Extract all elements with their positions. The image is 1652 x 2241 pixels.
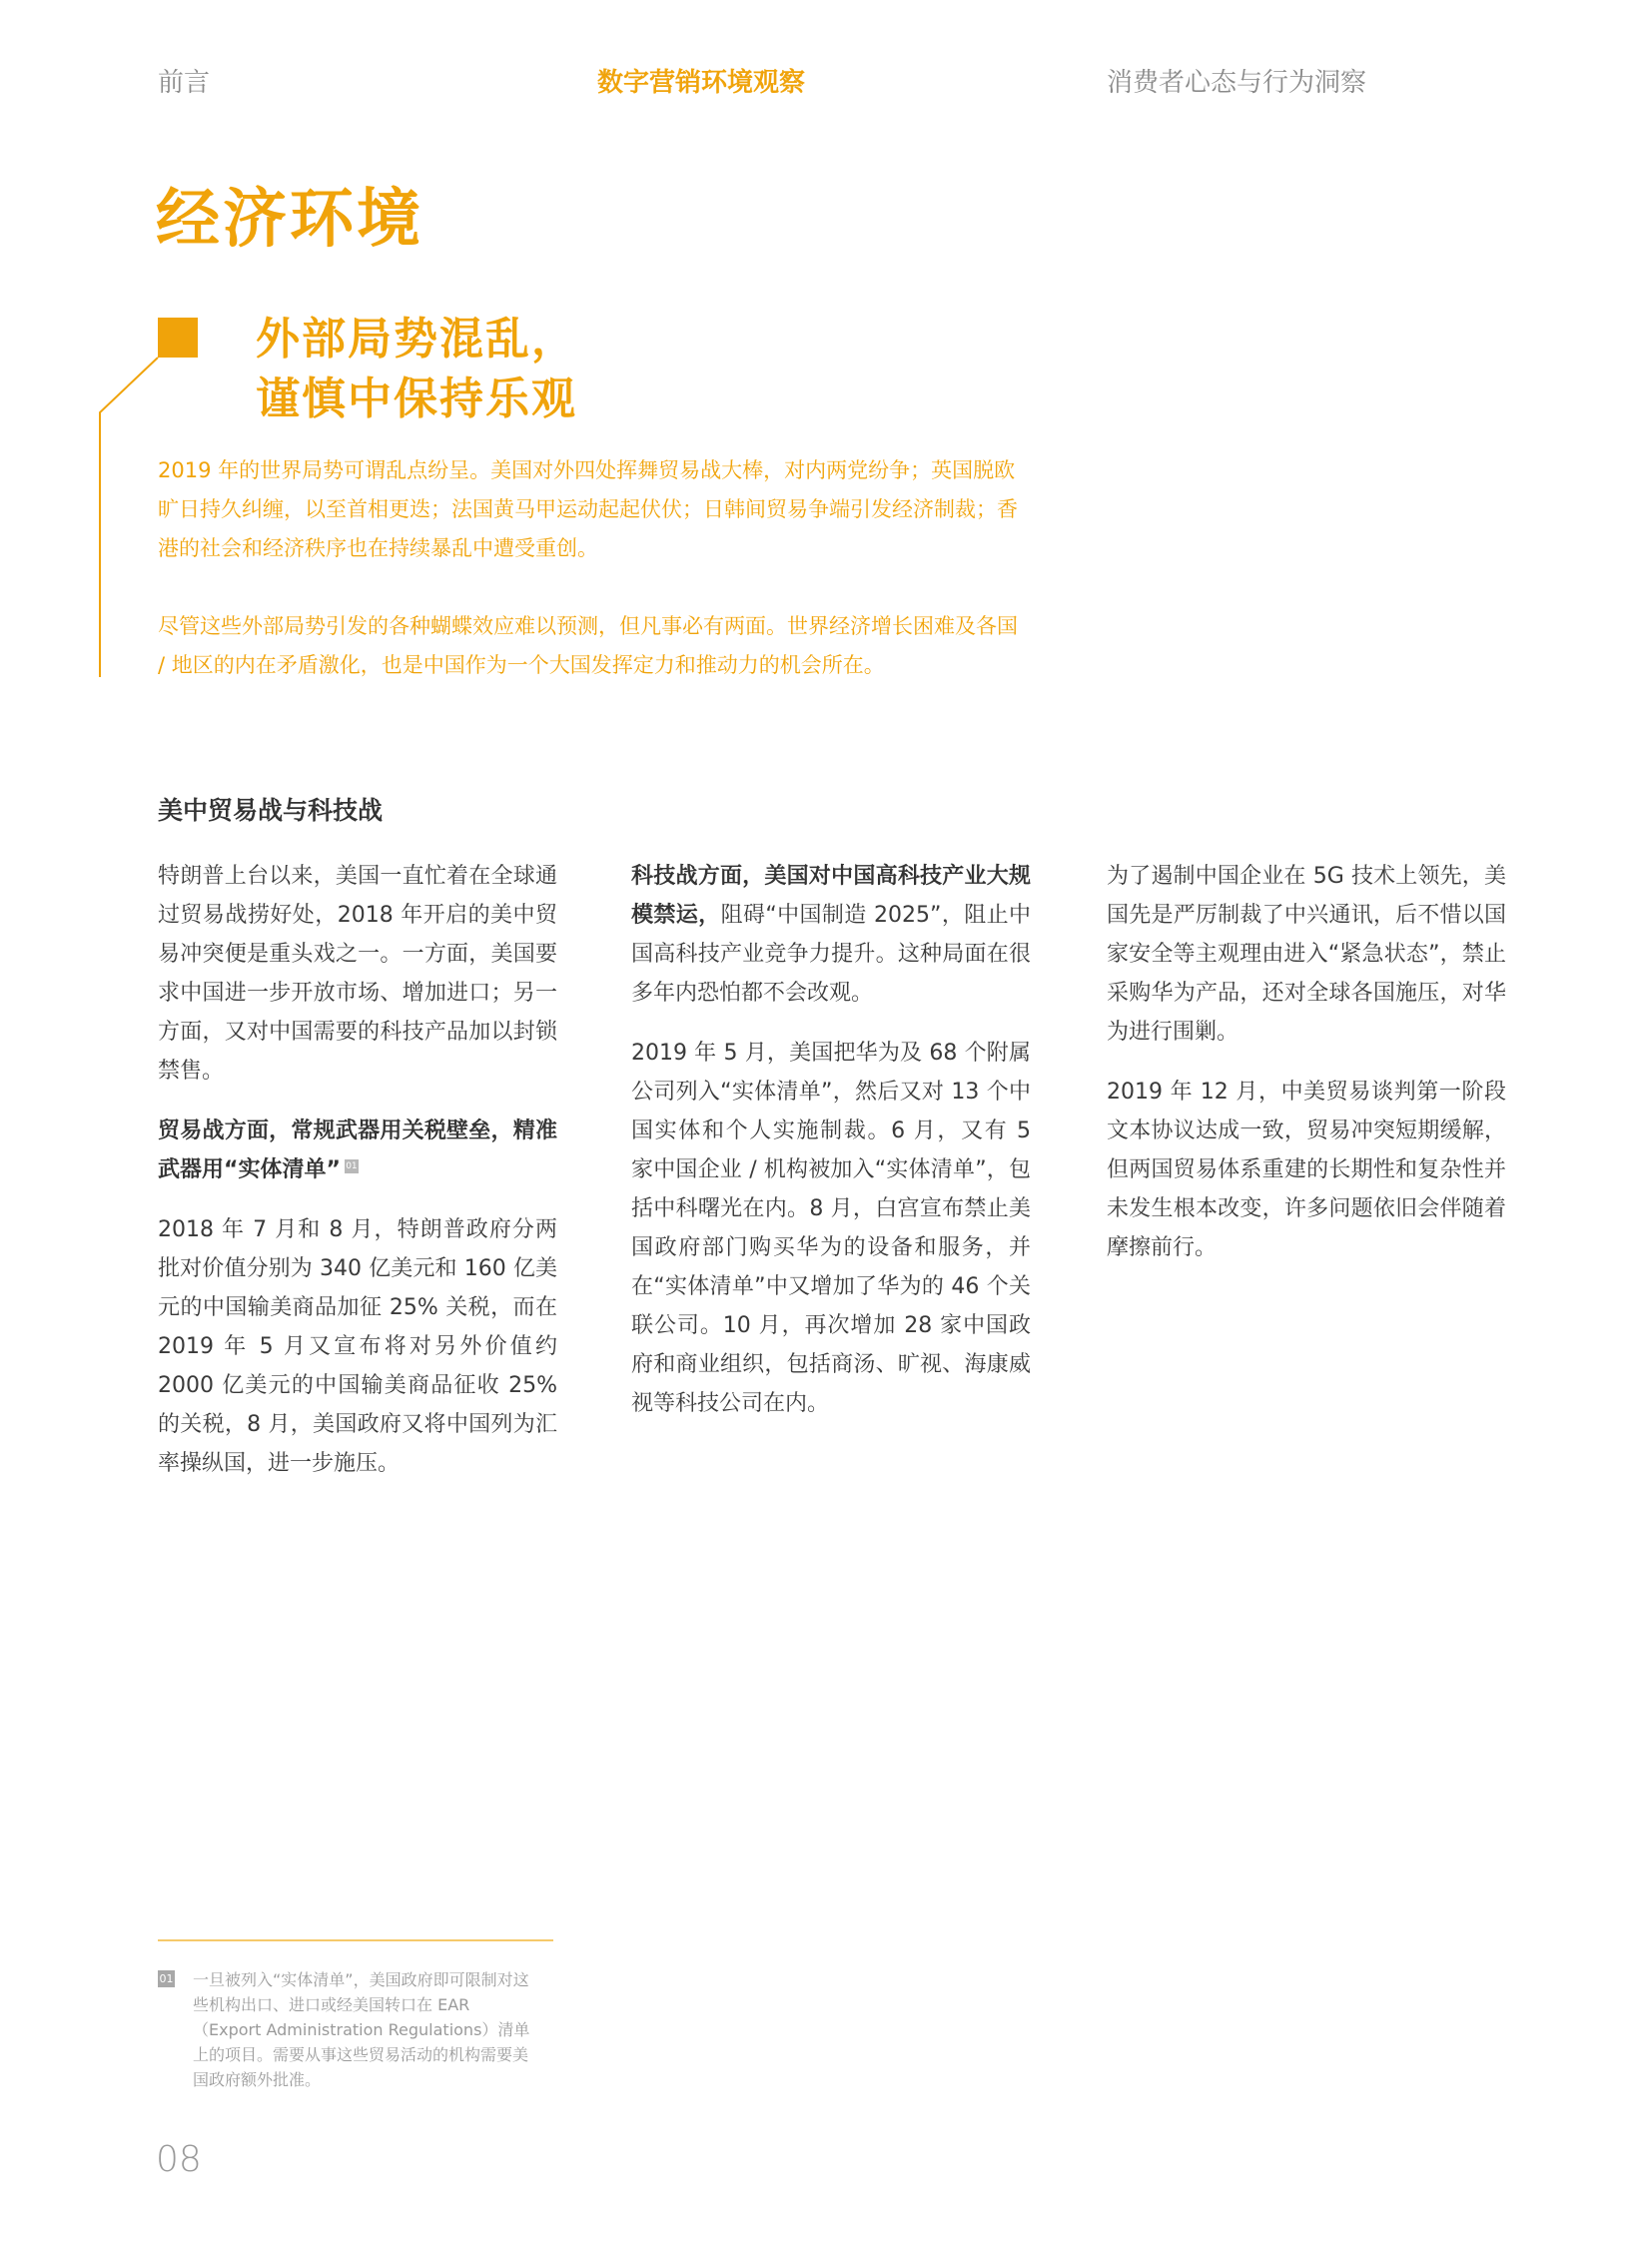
text-column-3 bbox=[1107, 857, 1506, 1288]
col1-bold-text: 贸易战方面，常规武器用关税壁垒，精准武器用“实体清单” bbox=[158, 1119, 557, 1182]
col2-lead-rest: 阻碍“中国制造 2025”，阻止中国高科技产业竞争力提升。这种局面在很多年内恐怕都不会改观。 bbox=[631, 903, 1031, 1006]
col3-paragraph-2: 2019 年 12 月，中美贸易谈判第一阶段文本协议达成一致，贸易冲突短期缓解，但两国贸易体系重建的长期性和复杂性并未发生根本改变，许多问题依旧会伴随着摩擦前行。 bbox=[1107, 1080, 1506, 1260]
accent-square-icon bbox=[158, 318, 198, 358]
intro-paragraph-2: 尽管这些外部局势引发的各种蝴蝶效应难以预测，但凡事必有两面。世界经济增长困难及各国 / 地区的内在矛盾激化，也是中国作为一个大国发挥定力和推动力的机会所在。 bbox=[158, 614, 1018, 677]
text-column-1 bbox=[158, 857, 557, 1504]
col2-paragraph-2: 2019 年 5 月，美国把华为及 68 个附属公司列入“实体清单”，然后又对 13 个中国实体和个人实施制裁。6 月，又有 5 家中国企业 / 机构被加入“实体清单”，包括中科曙光在内。8 月，白宫宣布禁止美国政府部门购买华为的设备和服务，并在“实体清单”中又增加了华为的 46 个关联公司。10 月，再次增加 28 家中国政府和商业组织，包括商汤、旷视、海康威视等科技公司在内。 bbox=[631, 1041, 1031, 1416]
footnote-ref-badge[interactable]: 01 bbox=[346, 1160, 358, 1171]
page-title: 经济环境 bbox=[156, 183, 423, 257]
footnote bbox=[158, 1967, 557, 2092]
text-column-2 bbox=[631, 857, 1031, 1444]
intro-paragraph-1: 2019 年的世界局势可谓乱点纷呈。美国对外四处挥舞贸易战大棒，对内两党纷争；英国脱欧旷日持久纠缠，以至首相更迭；法国黄马甲运动起起伏伏；日韩间贸易争端引发经济制裁；香港的社会和经济秩序也在持续暴乱中遭受重创。 bbox=[158, 458, 1018, 560]
footnote-divider bbox=[158, 1939, 553, 1941]
footnote-number-badge: 01 bbox=[159, 1972, 174, 1985]
section-heading: 美中贸易战与科技战 bbox=[158, 796, 384, 825]
section-subtitle bbox=[256, 310, 577, 429]
subtitle-line-2: 谨慎中保持乐观 bbox=[256, 374, 577, 424]
page-number: 08 bbox=[156, 2139, 202, 2180]
subtitle-line-1: 外部局势混乱， bbox=[256, 314, 577, 365]
nav-tab-consumer-insight[interactable]: 消费者心态与行为洞察 bbox=[1107, 68, 1367, 98]
nav-tab-digital-marketing[interactable]: 数字营销环境观察 bbox=[597, 68, 806, 98]
nav-tab-preface[interactable]: 前言 bbox=[158, 68, 211, 98]
col1-paragraph-1: 特朗普上台以来，美国一直忙着在全球通过贸易战捞好处，2018 年开启的美中贸易冲突便是重头戏之一。一方面，美国要求中国进一步开放市场、增加进口；另一方面，又对中国需要的科技产品加以封锁禁售。 bbox=[158, 864, 557, 1084]
col2-bold-lead: 科技战方面，美国对中国高科技产业大规模禁运， bbox=[631, 864, 1031, 928]
col2-paragraph-1 bbox=[631, 857, 1031, 1013]
col1-bold-heading bbox=[158, 1112, 557, 1189]
col1-paragraph-3: 2018 年 7 月和 8 月，特朗普政府分两批对价值分别为 340 亿美元和 160 亿美元的中国输美商品加征 25% 关税，而在 2019 年 5 月又宣布将对另外价值约 2000 亿美元的中国输美商品征收 25% 的关税，8 月，美国政府又将中国列为汇率操纵国，进一步施压。 bbox=[158, 1217, 557, 1476]
col3-paragraph-1: 为了遏制中国企业在 5G 技术上领先，美国先是严厉制裁了中兴通讯，后不惜以国家安全等主观理由进入“紧急状态”，禁止采购华为产品，还对全球各国施压，对华为进行围剿。 bbox=[1107, 864, 1506, 1045]
footnote-text: 一旦被列入“实体清单”，美国政府即可限制对这些机构出口、进口或经美国转口在 EAR（Export Administration Regulations）清单上的项目。需要从事这些贸易活动的机构需要美国政府额外批准。 bbox=[193, 1970, 530, 2089]
